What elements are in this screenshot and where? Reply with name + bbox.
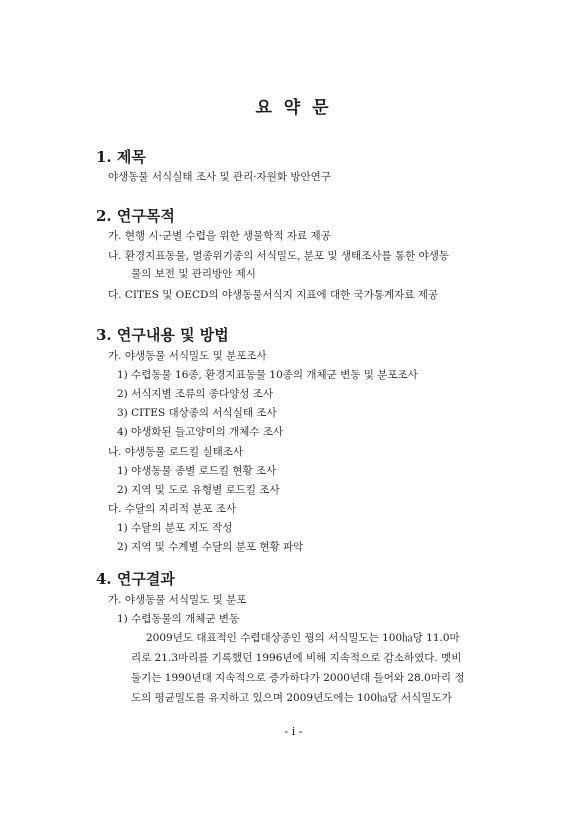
section-heading-methods: 3. 연구내용 및 방법 — [96, 326, 229, 344]
section-2-line-1: 가. 현행 시·군별 수렵을 위한 생물학적 자료 제공 — [108, 230, 331, 242]
section-3-line-5: 4) 야생화된 들고양이의 개체수 조사 — [117, 426, 284, 438]
section-4-line-2: 1) 수렵동물의 개체군 변동 — [117, 613, 240, 625]
section-3-line-1: 가. 야생동물 서식밀도 및 분포조사 — [108, 350, 267, 362]
section-3-line-8: 2) 지역 및 도로 유형별 로드킬 조사 — [117, 484, 280, 496]
page-number: - i - — [284, 725, 303, 738]
section-4-paragraph-line-1: 2009년도 대표적인 수렵대상종인 꿩의 서식밀도는 100㏊당 11.0마 — [146, 632, 460, 644]
section-heading-results: 4. 연구결과 — [96, 570, 175, 588]
section-4-paragraph-line-4: 도의 평균밀도를 유지하고 있으며 2009년도에는 100㏊당 서식밀도가 — [131, 692, 452, 704]
section-4-line-1: 가. 야생동물 서식밀도 및 분포 — [108, 594, 247, 606]
section-4-paragraph-line-2: 리로 21.3마리를 기록했던 1996년에 비해 지속적으로 감소하였다. 멧비 — [131, 652, 462, 664]
section-heading-purpose: 2. 연구목적 — [96, 207, 175, 225]
section-3-line-2: 1) 수렵동물 16종, 환경지표동물 10종의 개체군 변동 및 분포조사 — [117, 369, 418, 381]
section-3-line-6: 나. 야생동물 로드킬 실태조사 — [108, 446, 244, 458]
section-2-line-4: 다. CITES 및 OECD의 야생동물서식지 지표에 대한 국가통계자료 제공 — [108, 289, 439, 301]
section-2-line-3: 물의 보전 및 관리방안 제시 — [131, 268, 256, 280]
section-2-line-2: 나. 환경지표동물, 멸종위기종의 서식밀도, 분포 및 생태조사를 통한 야생동 — [108, 250, 450, 262]
section-heading-title: 1. 제목 — [96, 148, 146, 166]
section-3-line-10: 1) 수달의 분포 지도 작성 — [117, 522, 233, 534]
page-title: 요 약 문 — [255, 98, 332, 118]
section-1-line-1: 야생동물 서식실태 조사 및 관리·자원화 방안연구 — [108, 171, 331, 183]
section-3-line-7: 1) 야생동물 종별 로드킬 현황 조사 — [117, 465, 277, 477]
section-3-line-3: 2) 서식지별 조류의 종다양성 조사 — [117, 388, 273, 400]
section-3-line-11: 2) 지역 및 수계별 수달의 분포 현황 파악 — [117, 541, 304, 553]
section-4-paragraph-line-3: 둘기는 1990년대 지속적으로 증가하다가 2000년대 들어와 28.0마리 정 — [131, 672, 465, 684]
section-3-line-9: 다. 수달의 지리적 분포 조사 — [108, 503, 237, 515]
section-3-line-4: 3) CITES 대상종의 서식실태 조사 — [117, 407, 277, 419]
